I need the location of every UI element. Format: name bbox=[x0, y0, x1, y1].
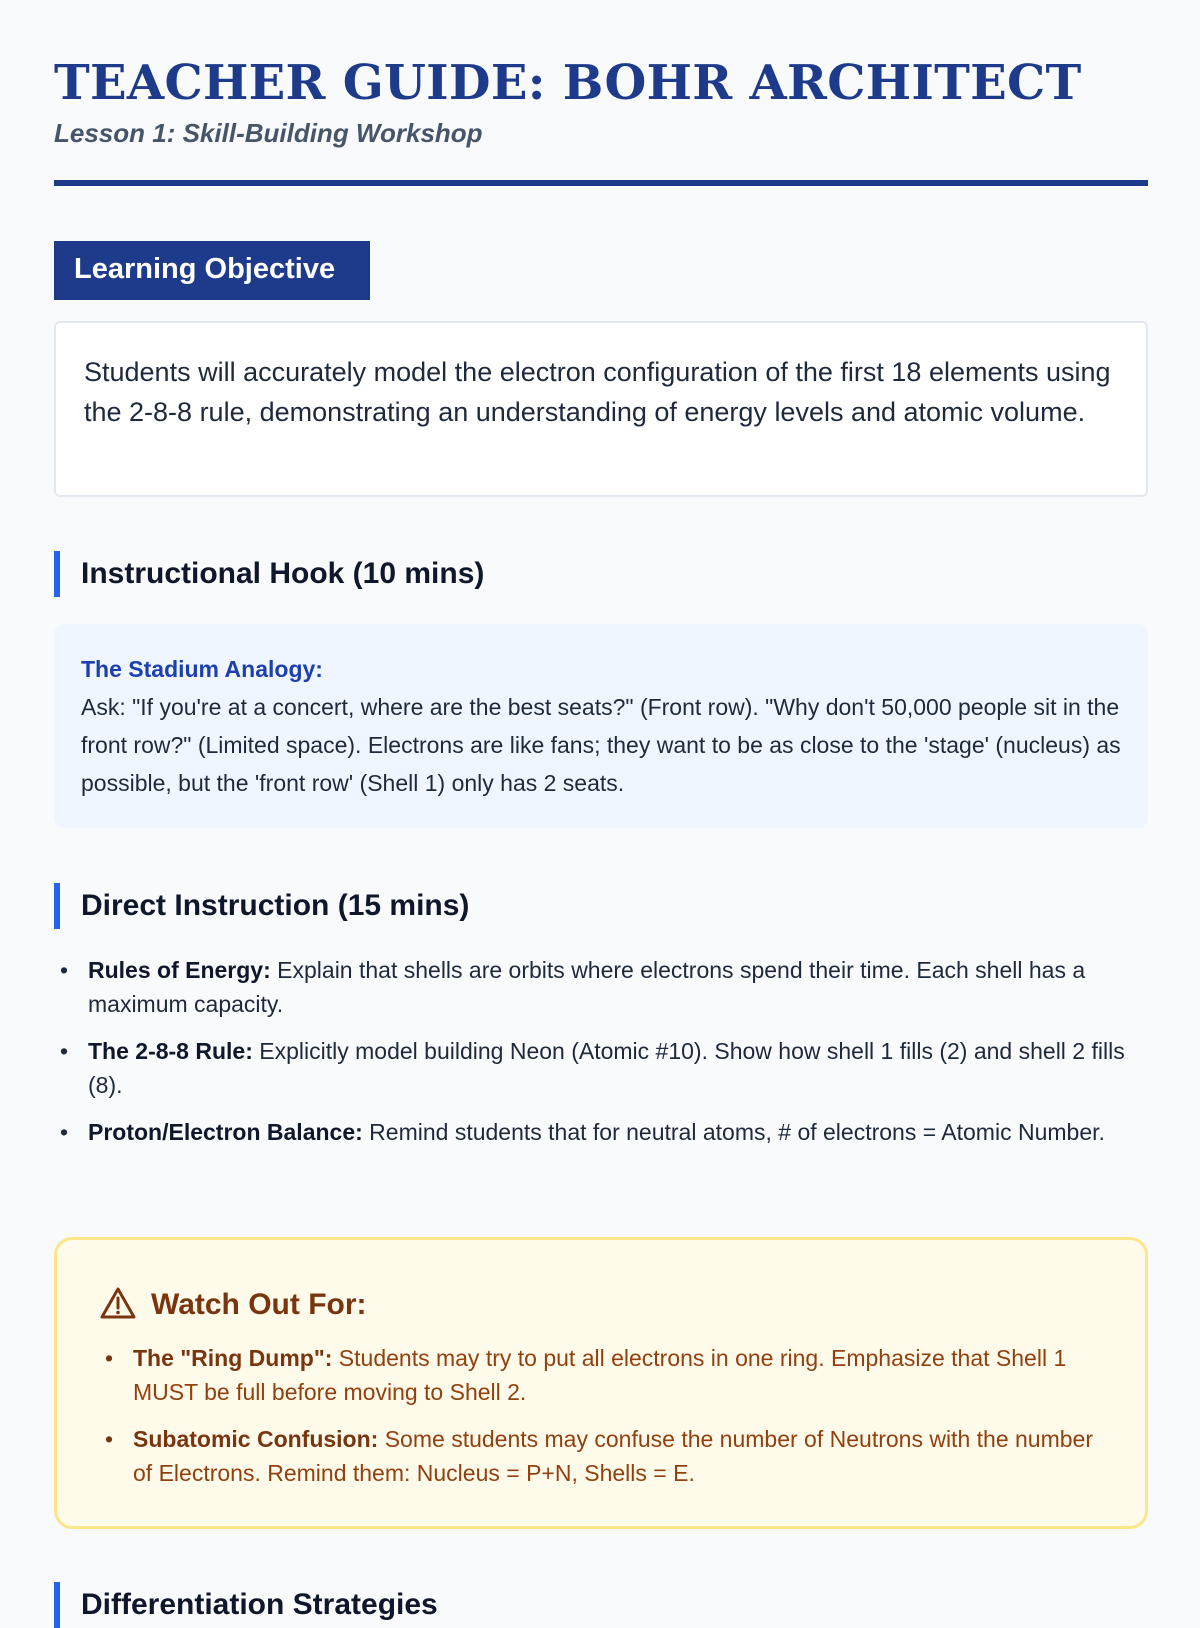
list-item-term: The "Ring Dump": bbox=[133, 1345, 333, 1371]
page-title: TEACHER GUIDE: BOHR ARCHITECT bbox=[54, 55, 1082, 111]
direct-instruction-heading: Direct Instruction (15 mins) bbox=[54, 883, 1148, 929]
list-item-text: Some students may confuse the number of Neutrons with the number of Electrons. Remind them: Nucleus = P+N, Shells = E. bbox=[133, 1426, 1093, 1486]
list-item bbox=[99, 1422, 1099, 1490]
stadium-analogy-callout bbox=[54, 624, 1148, 828]
title-divider bbox=[54, 180, 1148, 186]
list-item bbox=[54, 1034, 1148, 1102]
list-item-text: Students may try to put all electrons in one ring. Emphasize that Shell 1 MUST be full before moving to Shell 2. bbox=[133, 1345, 1067, 1405]
page-subtitle: Lesson 1: Skill-Building Workshop bbox=[54, 118, 483, 148]
analogy-title: The Stadium Analogy: bbox=[81, 656, 323, 682]
warning-triangle-icon bbox=[99, 1286, 137, 1325]
list-item-term: The 2-8-8 Rule: bbox=[88, 1038, 253, 1064]
differentiation-heading: Differentiation Strategies bbox=[54, 1582, 1148, 1628]
analogy-text: Ask: "If you're at a concert, where are the best seats?" (Front row). "Why don't 50,000 people sit in the front row?" (Limited space). Electrons are like fans; they want to be as close to the 'stage' (nucleus) as possible, but the 'front row' (Shell 1) only has 2 seats. bbox=[81, 694, 1121, 796]
direct-instruction-list bbox=[54, 953, 1148, 1162]
watch-out-header bbox=[99, 1285, 367, 1325]
list-item-text: Explain that shells are orbits where electrons spend their time. Each shell has a maximum capacity. bbox=[88, 957, 1086, 1017]
list-item bbox=[54, 953, 1148, 1021]
list-item-term: Proton/Electron Balance: bbox=[88, 1119, 363, 1145]
learning-objective-header: Learning Objective bbox=[54, 241, 370, 300]
list-item-text: Remind students that for neutral atoms, # of electrons = Atomic Number. bbox=[362, 1119, 1105, 1145]
list-item bbox=[99, 1341, 1099, 1409]
watch-out-callout bbox=[54, 1237, 1148, 1529]
instructional-hook-heading: Instructional Hook (10 mins) bbox=[54, 551, 1148, 597]
list-item-term: Subatomic Confusion: bbox=[133, 1426, 379, 1452]
list-item-term: Rules of Energy: bbox=[88, 957, 271, 983]
learning-objective-text: Students will accurately model the electron configuration of the first 18 elements using the 2-8-8 rule, demonstrating an understanding of energy levels and atomic volume. bbox=[84, 357, 1111, 427]
learning-objective-box bbox=[54, 321, 1148, 497]
list-item-text: Explicitly model building Neon (Atomic #10). Show how shell 1 fills (2) and shell 2 fills (8). bbox=[88, 1038, 1125, 1098]
list-item bbox=[54, 1115, 1148, 1149]
watch-out-list bbox=[99, 1341, 1099, 1503]
watch-out-title: Watch Out For: bbox=[151, 1288, 367, 1321]
